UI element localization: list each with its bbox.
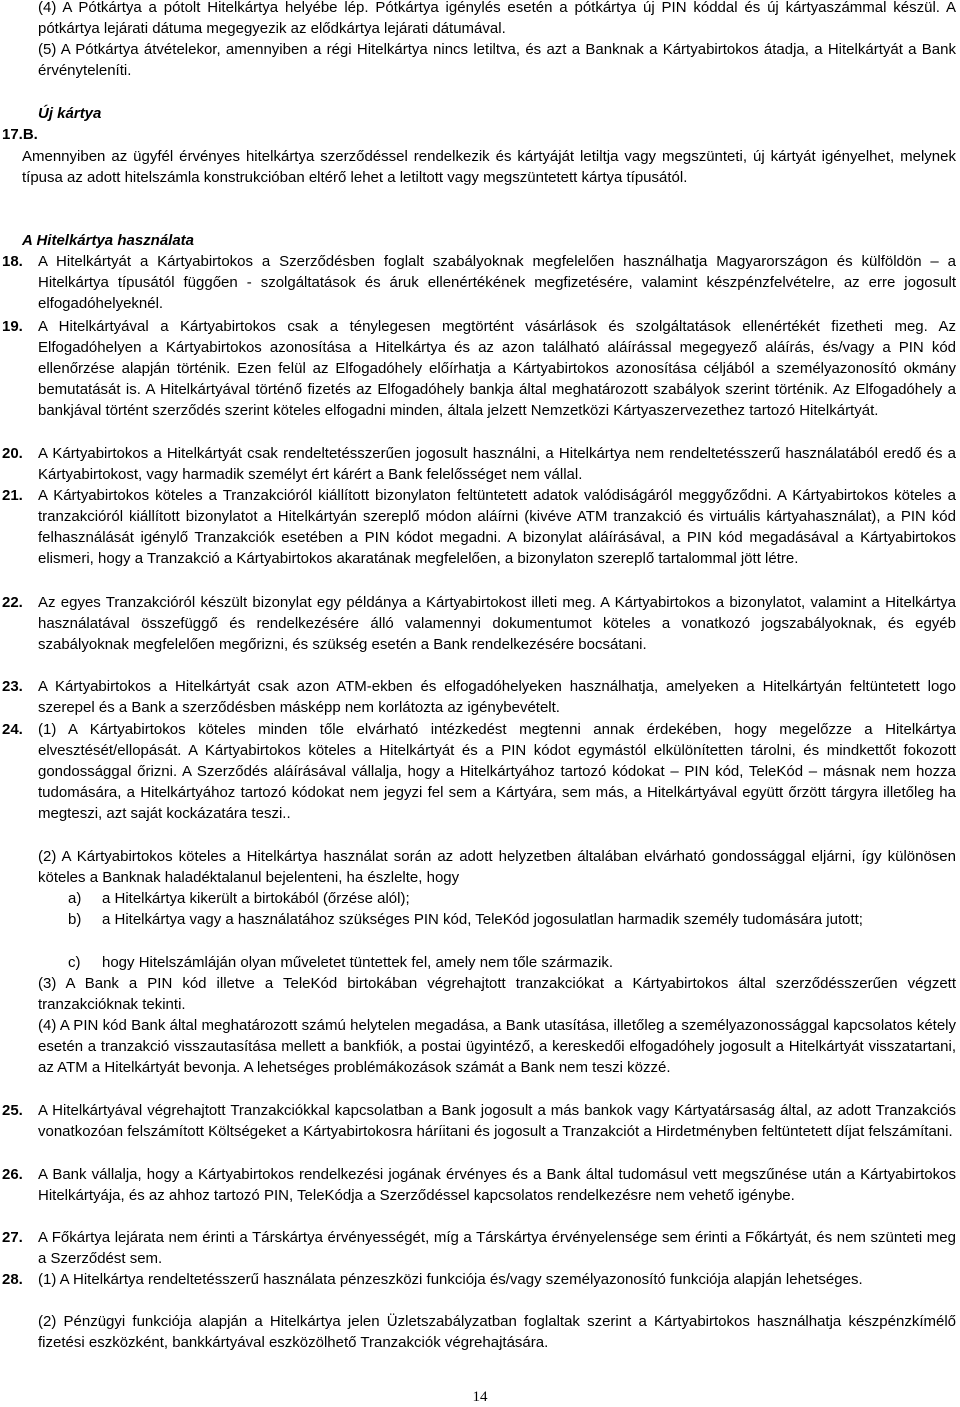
section-number-18: 18. xyxy=(2,253,23,270)
page-number: 14 xyxy=(472,1389,488,1405)
section-number-24: 24. xyxy=(2,721,23,738)
list-label-b: b) xyxy=(68,911,82,928)
section-26-text: A Bank vállalja, hogy a Kártyabirtokos rendelkezési jogának érvényes és a Bank által tudomásul vett megszűnése után a Kártyabirtokos Hitelkártyája, és az ahhoz tartozó PIN, TeleKódja a Szerződéssel kapcsolatos rendelkezésre nem vehető igénybe. xyxy=(38,1166,956,1204)
section-19-text: A Hitelkártyával a Kártyabirtokos csak a ténylegesen megtörtént vásárlások és szolgáltatások ellenértékét fizetheti meg. Az Elfogadóhelyen a Kártyabirtokos azonosítása a Hitelkártya és az azon található aláírással megegyező aláírás, és/vagy a PIN kód ellenőrzése alapján történik. Ezen felül az Elfogadóhely előírhatja a Kártyabirtokos azonosítása céljából a személyazonosító okmány bemutatását is. A Hitelkártyával történő fizetés az Elfogadóhely bankja által meghatározott szabályok szerint történik. Az Elfogadóhely a bankjával történt szerződés szerint köteles elfogadni minden, általa jelzett Nemzetközi Kártyaszervezethez tartozó Hitelkártyát. xyxy=(38,318,956,419)
list-item-c: hogy Hitelszámláján olyan műveletet tüntettek fel, amely nem tőle származik. xyxy=(102,954,614,971)
section-number-27: 27. xyxy=(2,1229,23,1246)
list-item-b: a Hitelkártya vagy a használatához szükséges PIN kód, TeleKód jogosulatlan harmadik személy tudomására jutott; xyxy=(102,911,863,928)
heading-hasznalat: A Hitelkártya használata xyxy=(22,232,195,249)
section-22-text: Az egyes Tranzakcióról készült bizonylat egy példánya a Kártyabirtokost illeti meg. A Kártyabirtokos a bizonylatot, valamint a Hitelkártya használatával összefüggő és rendelkezésére álló valamennyi dokumentumot köteles a vonatkozó jogszabályoknak, és egyéb szabályoknak megfelelően megőrizni, és szükség esetén a Bank rendelkezésére bocsátani. xyxy=(38,594,956,653)
section-28-para-1: (1) A Hitelkártya rendeltetésszerű használata pénzeszközi funkciója és/vagy személyazonosító funkciója alapján lehetséges. xyxy=(38,1271,863,1288)
section-27-text: A Főkártya lejárata nem érinti a Társkártya érvényességét, míg a Társkártya érvényelensége sem érinti a Főkártyát, és nem szünteti meg a Szerződést sem. xyxy=(38,1229,956,1267)
section-number-23: 23. xyxy=(2,678,23,695)
section-number-28: 28. xyxy=(2,1271,23,1288)
section-number-17b: 17.B. xyxy=(2,126,38,143)
paragraph-4: (4) A Pótkártya a pótolt Hitelkártya helyébe lép. Pótkártya igénylés esetén a pótkártya új PIN kóddal és új kártyaszámmal készül. A pótkártya lejárati dátuma megegyezik az elődkártya lejárati dátumával. xyxy=(38,0,956,37)
paragraph-5: (5) A Pótkártya átvételekor, amennyiben a régi Hitelkártya nincs letiltva, és azt a Banknak a Kártyabirtokos átadja, a Hitelkártyát a Bank érvényteleníti. xyxy=(38,41,956,79)
section-21-text: A Kártyabirtokos köteles a Tranzakcióról kiállított bizonylaton feltüntetett adatok valódiságáról meggyőződni. A Kártyabirtokos köteles a tranzakcióról kiállított bizonylatot a Hitelkártyán szereplő módon aláírni (kivéve ATM tranzakció és virtuális kártyahasználat), a PIN kód felhasználását igénylő Tranzakciók esetében a PIN kódot megadni. A bizonylat aláírásával, a PIN kód megadásával a Kártyabirtokos elismeri, hogy a Tranzakció a Kártyabirtokos akaratának megfelelően, a bizonylaton szereplő tartalommal jött létre. xyxy=(38,487,956,567)
list-label-c: c) xyxy=(68,954,81,971)
section-28-para-2: (2) Pénzügyi funkciója alapján a Hitelkártya jelen Üzletszabályzatban foglaltak szerint a Kártyabirtokos használhatja készpénzkímélő fizetési eszközként, bankkártyával eszközölhető Tranzakciók végrehajtására. xyxy=(38,1313,956,1351)
section-24-para-3: (3) A Bank a PIN kód illetve a TeleKód birtokában végrehajtott tranzakciókat a Kártyabirtokos által szerződésszerűen végzett tranzakcióknak tekinti. xyxy=(38,975,956,1013)
heading-uj-kartya: Új kártya xyxy=(38,105,102,122)
section-18-text: A Hitelkártyát a Kártyabirtokos a Szerződésben foglalt szabályoknak megfelelően használhatja Magyarországon és külföldön – a Hitelkártya típusától függően - szolgáltatások és áruk ellenértékének megfizetésére, valamint készpénzfelvételre, az erre jogosult elfogadóhelyeknél. xyxy=(38,253,956,312)
section-23-text: A Kártyabirtokos a Hitelkártyát csak azon ATM-ekben és elfogadóhelyeken használhatja, amelyeken a Hitelkártyán feltüntetett logo szerepel és a Bank a szerződésben másképp nem korlátozta az igénybevételt. xyxy=(38,678,956,716)
section-17b-text: Amennyiben az ügyfél érvényes hitelkártya szerződéssel rendelkezik és kártyáját letiltja vagy megszünteti, új kártyát igényelhet, melynek típusa az adott hitelszámla konstrukcióban eltérő lehet a letiltott vagy megszüntetett kártya típusától. xyxy=(22,148,956,186)
section-24-para-4: (4) A PIN kód Bank által meghatározott számú helytelen megadása, a Bank utasítása, illetőleg a személyazonossággal kapcsolatos kétely esetén a tranzakció visszautasítása mellett a bankfiók, a postai ügyintéző, a kereskedői elfogadóhely jogosult a Hitelkártyát visszatartani, az ATM a Hitelkártyát bevonja. A lehetséges problémákozások számát a Bank nem teszi közzé. xyxy=(38,1017,956,1076)
section-24-para-2: (2) A Kártyabirtokos köteles a Hitelkártya használat során az adott helyzetben általában elvárható gondossággal eljárni, így különösen köteles a Banknak haladéktalanul bejelenteni, ha észlelte, hogy xyxy=(38,848,956,886)
section-number-21: 21. xyxy=(2,487,23,504)
section-number-26: 26. xyxy=(2,1166,23,1183)
section-number-22: 22. xyxy=(2,594,23,611)
section-24-para-1: (1) A Kártyabirtokos köteles minden tőle elvárható intézkedést megtenni annak érdekében, hogy megelőzze a Hitelkártya elvesztését/ellopását. A Kártyabirtokos köteles a Hitelkártyát és a PIN kódot egymástól elkülönítetten tárolni, és mindkettőt fokozott gondossággal őrizni. A Szerződés aláírásával vállalja, hogy a Hitelkártyához tartozó kódokat – PIN kód, TeleKód – másnak nem hozza tudomására, a Hitelkártyához tartozó kódokat nem jegyzi fel sem a Kártyára, sem más, a Hitelkártyával együtt őrzött tárgyra illetőleg ha megteszi, azt saját kockázatára teszi.. xyxy=(38,721,956,822)
section-25-text: A Hitelkártyával végrehajtott Tranzakciókkal kapcsolatban a Bank jogosult a más bankok vagy Kártyatársaság által, az adott Tranzakciós vonatkozóan felszámított Költségeket a Kártyabirtokosra háríitani és jogosult a Tranzakciót a Hirdetményben feltüntetett díjat felszámítani. xyxy=(38,1102,956,1140)
section-number-20: 20. xyxy=(2,445,23,462)
list-label-a: a) xyxy=(68,890,82,907)
list-item-a: a Hitelkártya kikerült a birtokából (őrzése alól); xyxy=(102,890,410,907)
section-number-25: 25. xyxy=(2,1102,23,1119)
section-20-text: A Kártyabirtokos a Hitelkártyát csak rendeltetésszerűen jogosult használni, a Hitelkártya nem rendeltetésszerű használatából eredő és a Kártyabirtokost, vagy harmadik személyt ért kárért a Bank felelősséget nem vállal. xyxy=(38,445,956,483)
section-number-19: 19. xyxy=(2,318,23,335)
